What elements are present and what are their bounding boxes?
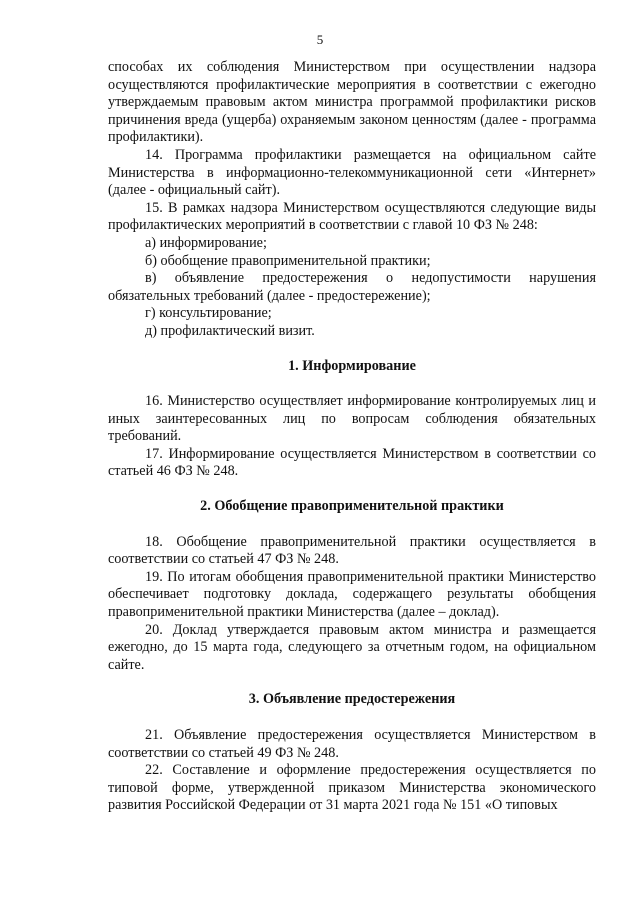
list-item-a: а) информирование; [145, 234, 267, 251]
paragraph-22: 22. Составление и оформление предостережения осуществляется по типовой форме, утвержденной приказом Министерства экономического развития Российской Федерации от 31 марта 2021 года № 151 «О типовых [108, 762, 596, 814]
paragraph-21: 21. Объявление предостережения осуществляется Министерством в соответствии со статьей 49 ФЗ № 248. [108, 727, 596, 761]
section-heading-3: 3. Объявление предостережения [248, 691, 456, 708]
paragraph-continuation: способах их соблюдения Министерством при осуществлении надзора осуществляются профилактические мероприятия в соответствии с ежегодно утверждаемым правовым актом министра программой профилактики рисков причинения вреда (ущерба) охраняемым законом ценностям (далее - программа профилактики). [108, 59, 596, 146]
list-item-b: б) обобщение правоприменительной практики; [145, 252, 431, 269]
document-body [108, 59, 596, 815]
page-number: 5 [316, 32, 324, 47]
section-heading-1: 1. Информирование [288, 357, 416, 374]
paragraph-18: 18. Обобщение правоприменительной практики осуществляется в соответствии со статьей 47 ФЗ № 248. [108, 533, 596, 568]
list-item-d: д) профилактический визит. [145, 322, 315, 339]
paragraph-14: 14. Программа профилактики размещается на официальном сайте Министерства в информационно-телекоммуникационной сети «Интернет» (далее - официальный сайт). [108, 146, 596, 199]
paragraph-19: 19. По итогам обобщения правоприменительной практики Министерство обеспечивает подготовку доклада, содержащего результаты обобщения правоприменительной практики Министерства (далее – доклад). [108, 568, 596, 621]
list-item-g: г) консультирование; [145, 305, 272, 322]
paragraph-15: 15. В рамках надзора Министерством осуществляются следующие виды профилактических мероприятий в соответствии с главой 10 ФЗ № 248: [108, 199, 596, 234]
paragraph-17: 17. Информирование осуществляется Министерством в соответствии со статьей 46 ФЗ № 248. [108, 445, 596, 480]
paragraph-16: 16. Министерство осуществляет информирование контролируемых лиц и иных заинтересованных лиц по вопросам соблюдения обязательных требований. [108, 393, 596, 445]
paragraph-20: 20. Доклад утверждается правовым актом министра и размещается ежегодно, до 15 марта года, следующего за отчетным годом, на официальном сайте. [108, 621, 596, 673]
section-heading-2: 2. Обобщение правоприменительной практики [200, 498, 504, 515]
list-item-v: в) объявление предостережения о недопустимости нарушения обязательных требований (далее - предостережение); [108, 270, 596, 304]
